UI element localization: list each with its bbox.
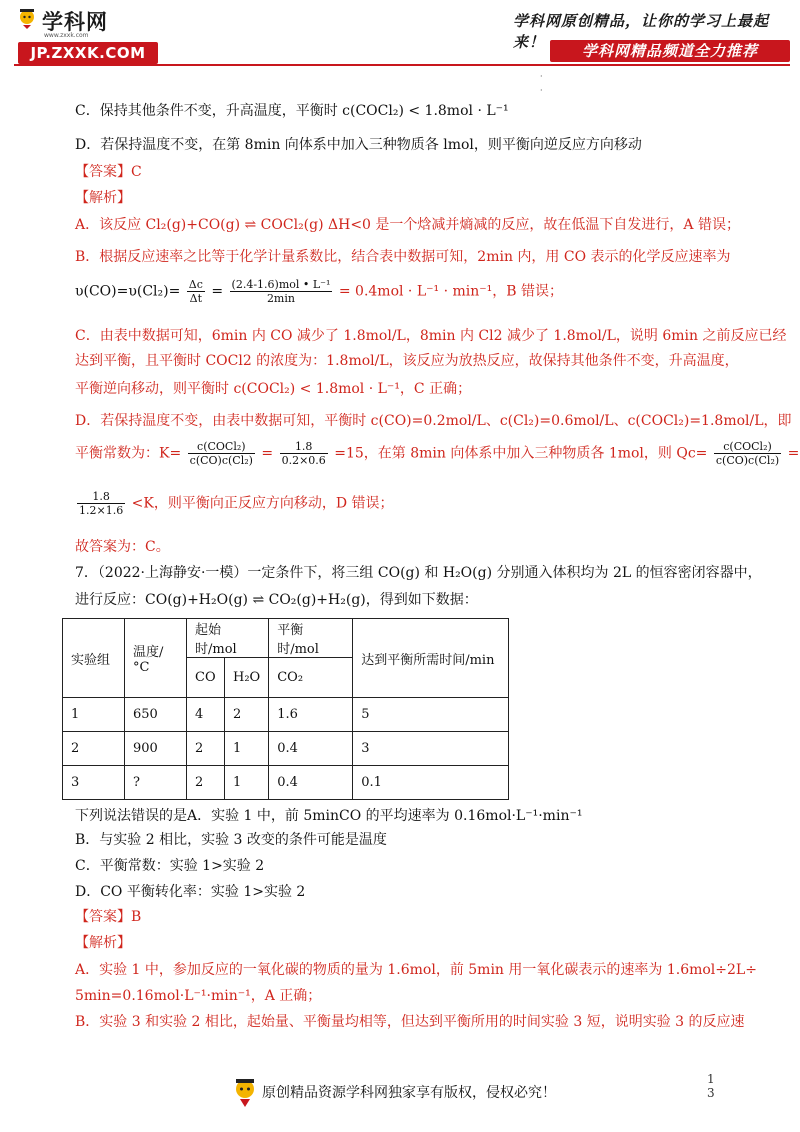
q6-analysis-label: 【解析】 — [75, 190, 131, 206]
table-row — [63, 698, 509, 732]
page-header — [0, 0, 800, 95]
q7-answer: 【答案】B — [75, 909, 142, 925]
page-number — [707, 1072, 715, 1100]
k-fraction — [188, 440, 255, 467]
q7-option-d: D．CO 平衡转化率：实验 1>实验 2 — [75, 884, 306, 900]
q6-analysis-c-line2: 达到平衡，且平衡时 COCl2 的浓度为：1.8mol/L，该反应为放热反应，故保持其他条件不变，升高温度， — [75, 353, 739, 369]
fraction-numerator: (2.4-1.6)mol • L⁻¹ — [231, 278, 331, 291]
q7-stem-line1: 7．（2022·上海静安·一模）一定条件下，将三组 CO(g) 和 H₂O(g) 分别通入体积均为 2L 的恒容密闭容器中， — [75, 565, 762, 581]
table-header-time: 达到平衡所需时间/min — [353, 619, 509, 698]
site-logo[interactable] — [14, 6, 164, 66]
q6-analysis-d-line3 — [75, 490, 394, 517]
fraction-numerator: c(COCl₂) — [188, 440, 255, 454]
header-slogan: 学科网原创精品，让你的学习上最起来！ — [513, 12, 770, 51]
logo-name: 学科网 — [42, 10, 108, 34]
fraction-denominator: 1.2×1.6 — [79, 504, 124, 517]
equals-sign: = — [211, 283, 224, 300]
equals-sign: = — [787, 445, 800, 462]
table-cell: 3 — [63, 766, 125, 800]
rate-fraction-delta — [187, 278, 205, 305]
table-cell: 0.1 — [353, 766, 509, 800]
table-cell: 1.6 — [269, 698, 353, 732]
logo-subtitle: www.zxxk.com — [44, 32, 89, 39]
table-cell: 2 — [187, 766, 225, 800]
header-banner: 学科网精品频道全力推荐 — [550, 40, 790, 62]
table-row — [63, 766, 509, 800]
table-cell: 0.4 — [269, 766, 353, 800]
page-current: 1 — [707, 1072, 715, 1086]
q7-option-c: C．平衡常数：实验 1>实验 2 — [75, 858, 265, 874]
equals-sign: = — [261, 445, 274, 462]
q6-analysis-b-formula — [75, 278, 563, 305]
q6-option-d: D．若保持温度不变，在第 8min 向体系中加入三种物质各 lmol，则平衡向逆反应方向移动 — [75, 137, 642, 153]
q7-data-table — [62, 618, 509, 800]
table-cell: 2 — [187, 732, 225, 766]
table-cell: ? — [125, 766, 187, 800]
fraction-denominator: c(CO)c(Cl₂) — [715, 454, 780, 467]
q7-analysis-b-line1: B．实验 3 和实验 2 相比，起始量、平衡量均相等，但达到平衡所用的时间实验 3 短，说明实验 3 的反应速 — [75, 1014, 745, 1030]
q6-analysis-b-line1: B．根据反应速率之比等于化学计量系数比，结合表中数据可知，2min 内，用 CO 表示的化学反应速率为 — [75, 249, 731, 265]
table-cell: 900 — [125, 732, 187, 766]
qc-fraction — [714, 440, 781, 467]
q6-analysis-c-line1: C．由表中数据可知，6min 内 CO 减少了 1.8mol/L，8min 内 Cl2 减少了 1.8mol/L，说明 6min 之前反应已经 — [75, 328, 787, 344]
table-header-eq: 平衡时/mol — [269, 619, 353, 658]
k-middle: =15，在第 8min 向体系中加入三种物质各 1mol，则 Qc= — [334, 445, 708, 462]
q6-analysis-a: A．该反应 Cl₂(g)+CO(g) ⇌ COCl₂(g) ΔH<0 是一个焓减并熵减的反应，故在低温下自发进行，A 错误； — [75, 217, 740, 233]
table-cell: 2 — [63, 732, 125, 766]
qc-suffix: <K，则平衡向正反应方向移动，D 错误； — [131, 495, 394, 512]
table-cell: 1 — [63, 698, 125, 732]
q7-stem-line2: 进行反应：CO(g)+H₂O(g) ⇌ CO₂(g)+H₂(g)，得到如下数据： — [75, 592, 478, 608]
table-cell: 3 — [353, 732, 509, 766]
table-header-row — [63, 619, 509, 658]
table-cell: 1 — [225, 732, 269, 766]
rate-prefix: υ(CO)=υ(Cl₂)= — [75, 283, 181, 300]
table-header-start: 起始时/mol — [187, 619, 269, 658]
footer-copyright: 原创精品资源学科网独家享有版权，侵权必究！ — [262, 1085, 556, 1101]
table-subheader-h2o: H₂O — [225, 658, 269, 698]
page-total: 3 — [707, 1086, 715, 1100]
q6-answer: 【答案】C — [75, 164, 142, 180]
qc-value-fraction — [77, 490, 125, 517]
fraction-denominator: Δt — [189, 292, 203, 305]
fraction-denominator: 0.2×0.6 — [281, 454, 326, 467]
header-dots: · · — [540, 72, 543, 95]
mascot-icon — [232, 1078, 258, 1108]
q7-option-a: 下列说法错误的是A．实验 1 中，前 5minCO 的平均速率为 0.16mol·L⁻¹·min⁻¹ — [75, 808, 583, 824]
q6-conclusion: 故答案为：C。 — [75, 539, 170, 555]
q6-analysis-d-line2 — [75, 440, 799, 467]
q6-analysis-c-line3: 平衡逆向移动，则平衡时 c(COCl₂) < 1.8mol · L⁻¹，C 正确； — [75, 381, 472, 397]
table-subheader-co: CO — [187, 658, 225, 698]
table-row — [63, 732, 509, 766]
rate-suffix: = 0.4mol · L⁻¹ · min⁻¹，B 错误； — [338, 283, 563, 300]
table-cell: 5 — [353, 698, 509, 732]
q6-option-c: C．保持其他条件不变，升高温度，平衡时 c(COCl₂) < 1.8mol · L⁻¹ — [75, 103, 509, 119]
table-cell: 650 — [125, 698, 187, 732]
q7-analysis-a-line2: 5min=0.16mol·L⁻¹·min⁻¹，A 正确； — [75, 988, 322, 1004]
fraction-numerator: 1.8 — [77, 490, 125, 504]
table-subheader-co2: CO₂ — [269, 658, 353, 698]
fraction-numerator: Δc — [188, 278, 203, 291]
k-value-fraction — [280, 440, 328, 467]
q7-analysis-label: 【解析】 — [75, 935, 131, 951]
fraction-denominator: c(CO)c(Cl₂) — [189, 454, 253, 467]
fraction-denominator: 2min — [266, 292, 295, 305]
k-prefix: 平衡常数为：K= — [75, 445, 182, 462]
logo-url: JP.ZXXK.COM — [18, 42, 158, 64]
table-cell: 0.4 — [269, 732, 353, 766]
table-cell: 4 — [187, 698, 225, 732]
rate-fraction-values — [230, 278, 333, 305]
header-divider — [14, 64, 790, 66]
table-cell: 2 — [225, 698, 269, 732]
q7-analysis-a-line1: A．实验 1 中，参加反应的一氧化碳的物质的量为 1.6mol，前 5min 用一氧化碳表示的速率为 1.6mol÷2L÷ — [75, 962, 757, 978]
fraction-numerator: c(COCl₂) — [714, 440, 781, 454]
table-header-group: 实验组 — [63, 619, 125, 698]
q7-option-b: B．与实验 2 相比，实验 3 改变的条件可能是温度 — [75, 832, 387, 848]
mascot-icon — [16, 8, 38, 30]
fraction-numerator: 1.8 — [280, 440, 328, 454]
q6-analysis-d-line1: D．若保持温度不变，由表中数据可知，平衡时 c(CO)=0.2mol/L、c(Cl₂)=0.6mol/L、c(COCl₂)=1.8mol/L，即 — [75, 413, 792, 429]
table-header-temp: 温度/°C — [125, 619, 187, 698]
table-cell: 1 — [225, 766, 269, 800]
